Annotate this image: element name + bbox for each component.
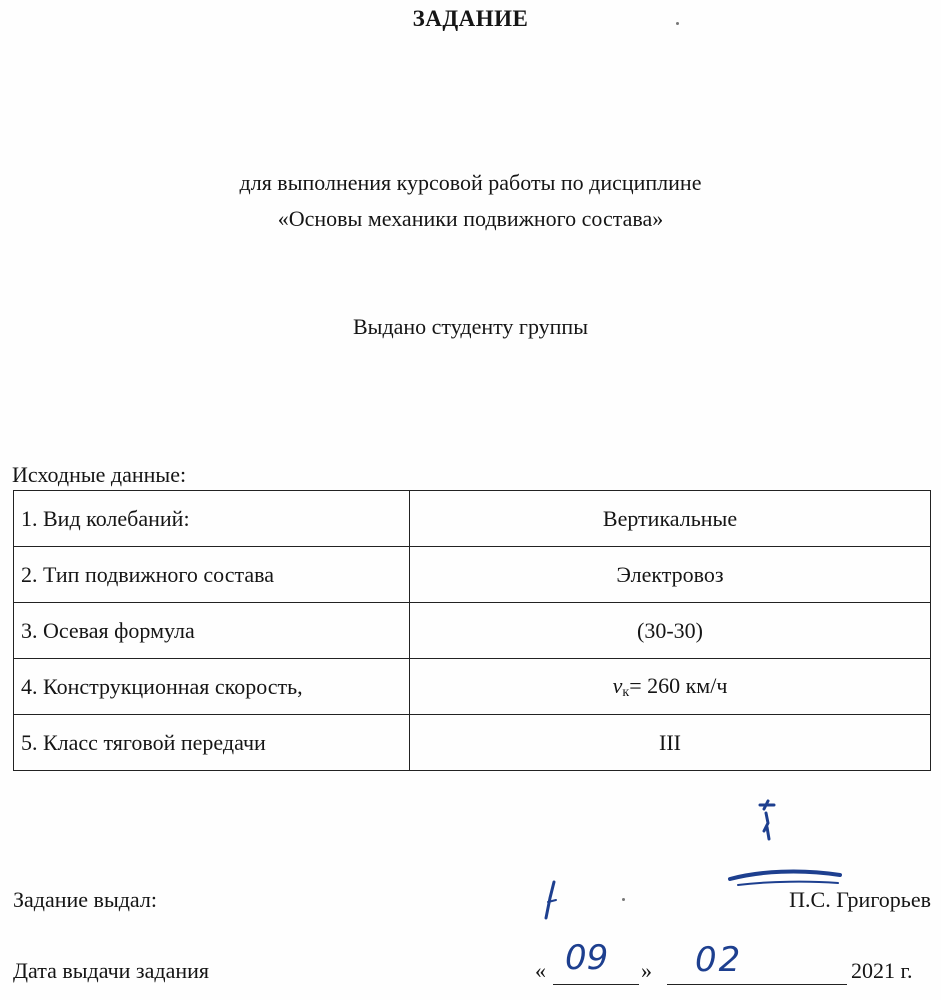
subtitle-line-2: «Основы механики подвижного состава» xyxy=(277,206,664,231)
table-row xyxy=(14,603,931,659)
month-blank-line xyxy=(667,984,847,985)
day-blank-line xyxy=(553,984,639,985)
document-title: ЗАДАНИЕ xyxy=(412,6,529,31)
value-cell xyxy=(410,659,931,715)
speed-value: = 260 км/ч xyxy=(629,672,728,698)
value-cell: III xyxy=(410,715,931,771)
speed-symbol: v xyxy=(612,672,623,698)
handwritten-tick xyxy=(536,878,566,928)
table-row xyxy=(14,715,931,771)
param-cell: 4. Конструкционная скорость, xyxy=(14,659,410,715)
quote-open: « xyxy=(535,958,546,983)
param-cell: 5. Класс тяговой передачи xyxy=(14,715,410,771)
table-row xyxy=(14,659,931,715)
quote-close: » xyxy=(641,958,652,983)
param-cell: 3. Осевая формула xyxy=(14,603,410,659)
value-cell: Электровоз xyxy=(410,547,931,603)
subtitle-line-1: для выполнения курсовой работы по дисциплине xyxy=(239,170,702,195)
speed-subscript: к xyxy=(622,684,630,700)
issuer-label: Задание выдал: xyxy=(13,887,157,912)
scan-speck xyxy=(676,22,679,25)
handwritten-month: 02 xyxy=(695,940,743,980)
issuer-name: П.С. Григорьев xyxy=(789,887,931,912)
year-text: 2021 г. xyxy=(851,958,913,983)
table-row xyxy=(14,547,931,603)
param-cell: 2. Тип подвижного состава xyxy=(14,547,410,603)
scan-speck xyxy=(622,898,625,901)
issue-date-label: Дата выдачи задания xyxy=(13,958,210,983)
source-data-table xyxy=(13,490,931,771)
table-row xyxy=(14,491,931,547)
source-data-label: Исходные данные: xyxy=(12,462,187,487)
handwritten-day: 09 xyxy=(565,938,609,978)
value-cell: Вертикальные xyxy=(410,491,931,547)
issued-to-text: Выдано студенту группы xyxy=(352,314,588,339)
param-cell: 1. Вид колебаний: xyxy=(14,491,410,547)
value-cell: (30-30) xyxy=(410,603,931,659)
